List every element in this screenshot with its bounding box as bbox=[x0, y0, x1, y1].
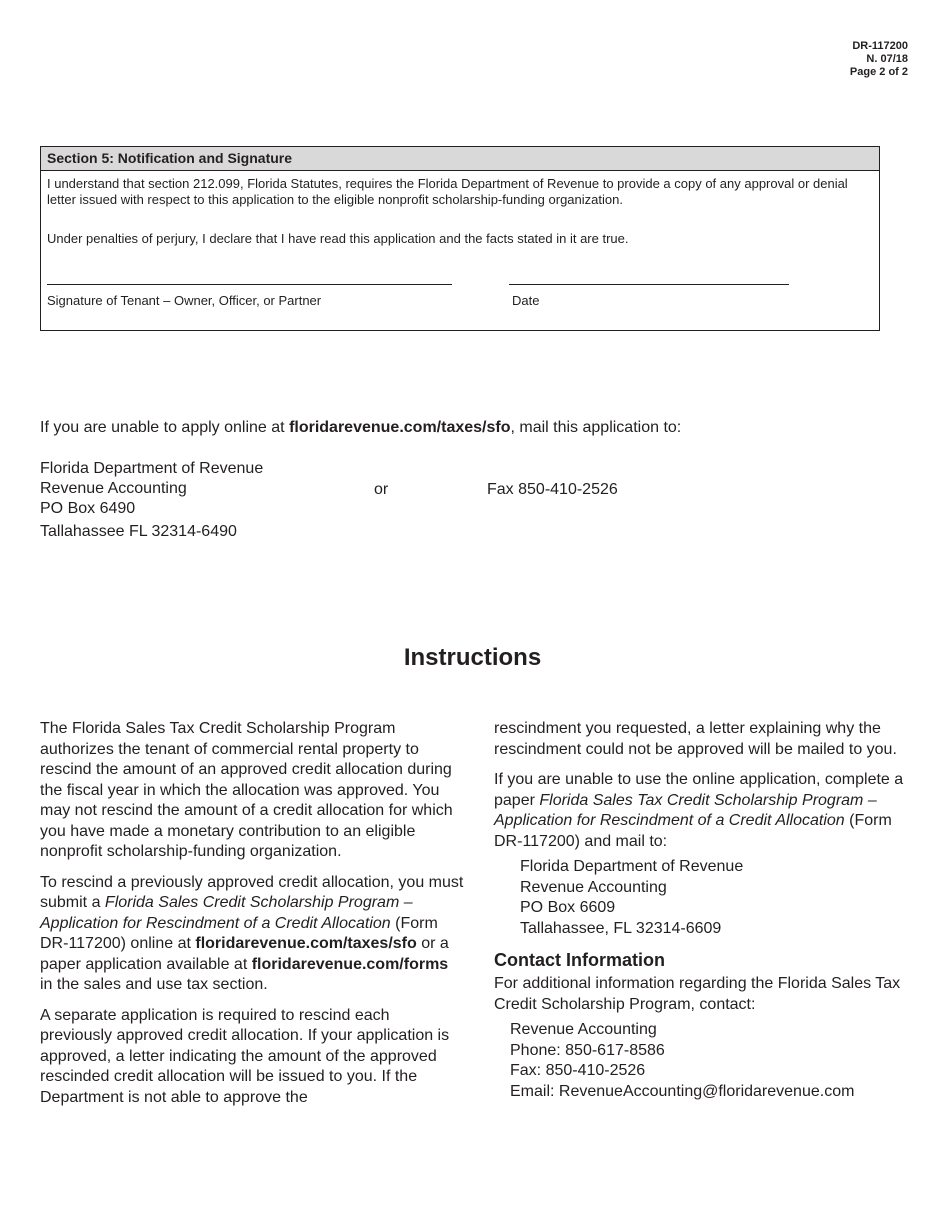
online-link[interactable]: floridarevenue.com/taxes/sfo bbox=[195, 935, 417, 952]
mail-intro bbox=[40, 418, 681, 438]
signature-label: Signature of Tenant – Owner, Officer, or Partner bbox=[47, 293, 322, 308]
section-5-notification-text: I understand that section 212.099, Florida Statutes, requires the Florida Department of Revenue to provide a copy of any approval or denial letter issued with respect to this application to the eligible nonprofit scholarship-funding organization. bbox=[47, 176, 848, 207]
form-number: DR-117200 bbox=[852, 40, 908, 52]
instructions-paragraph: The Florida Sales Tax Credit Scholarship Program authorizes the tenant of commercial rental property to rescind the amount of an approved credit allocation during the fiscal year in which the allocation was approved. You may not rescind the amount of a credit allocation for which you have made a monetary contribution to an eligible nonprofit scholarship-funding organization. bbox=[40, 720, 453, 860]
address-line: Florida Department of Revenue bbox=[40, 460, 264, 477]
address-line: Revenue Accounting bbox=[40, 480, 187, 497]
signature-line[interactable] bbox=[47, 284, 452, 285]
date-label: Date bbox=[512, 293, 540, 308]
form-revision: N. 07/18 bbox=[866, 53, 908, 65]
fax-number: Fax 850-410-2526 bbox=[487, 481, 618, 498]
page-number: Page 2 of 2 bbox=[849, 66, 908, 78]
online-link[interactable]: floridarevenue.com/taxes/sfo bbox=[289, 419, 511, 436]
mail-intro-pre: If you are unable to apply online at bbox=[40, 419, 290, 436]
contact-line: Revenue Accounting bbox=[510, 1021, 657, 1038]
address-line: PO Box 6490 bbox=[40, 500, 136, 517]
address-line: PO Box 6609 bbox=[520, 899, 616, 916]
instructions-right-column bbox=[494, 719, 914, 1102]
contact-email[interactable]: Email: RevenueAccounting@floridarevenue.com bbox=[510, 1082, 855, 1100]
instructions-paragraph: If you are unable to use the online application, complete a paper Florida Sales Tax Credit Scholarship Program – Application for Rescindment of a Credit Allocation (Form DR-117200) and mail to: bbox=[494, 771, 904, 850]
instructions-paragraph: To rescind a previously approved credit allocation, you must submit a Florida Sales Credit Scholarship Program – Application for Rescindment of a Credit Allocation (Form DR-117200) online at floridarevenue.com/taxes/sfo or a paper application available at floridarevenue.com/forms in the sales and use tax section. bbox=[40, 873, 464, 993]
paper-mail-address bbox=[494, 857, 914, 939]
mail-address bbox=[40, 459, 263, 542]
instructions-paragraph: A separate application is required to rescind each previously approved credit allocation. If your application is approved, a letter indicating the amount of the approved rescinded credit allocation will be issued to you. If the Department is not able to approve the bbox=[40, 1006, 450, 1106]
contact-phone: Phone: 850-617-8586 bbox=[510, 1041, 665, 1059]
instructions-title: Instructions bbox=[403, 644, 542, 671]
section-5-perjury-text: Under penalties of perjury, I declare that I have read this application and the facts stated in it are true. bbox=[47, 231, 629, 246]
contact-block bbox=[494, 1020, 914, 1102]
address-line: Tallahassee FL 32314-6490 bbox=[40, 523, 237, 540]
address-line: Tallahassee, FL 32314-6609 bbox=[520, 919, 722, 937]
or-text: or bbox=[374, 481, 389, 498]
instructions-paragraph: rescindment you requested, a letter explaining why the rescindment could not be approved will be mailed to you. bbox=[494, 720, 897, 758]
date-line[interactable] bbox=[509, 284, 789, 285]
contact-heading: Contact Information bbox=[494, 950, 665, 970]
mail-intro-post: , mail this application to: bbox=[510, 419, 682, 436]
contact-intro: For additional information regarding the Florida Sales Tax Credit Scholarship Program, contact: bbox=[494, 975, 901, 1013]
form-number-block bbox=[850, 40, 908, 79]
address-line: Florida Department of Revenue bbox=[520, 858, 744, 875]
section-5-title: Section 5: Notification and Signature bbox=[41, 147, 879, 171]
forms-link[interactable]: floridarevenue.com/forms bbox=[251, 955, 449, 973]
section-5-box bbox=[40, 146, 880, 331]
contact-fax: Fax: 850-410-2526 bbox=[510, 1062, 646, 1079]
address-line: Revenue Accounting bbox=[520, 878, 667, 896]
instructions-left-column bbox=[40, 719, 465, 1108]
